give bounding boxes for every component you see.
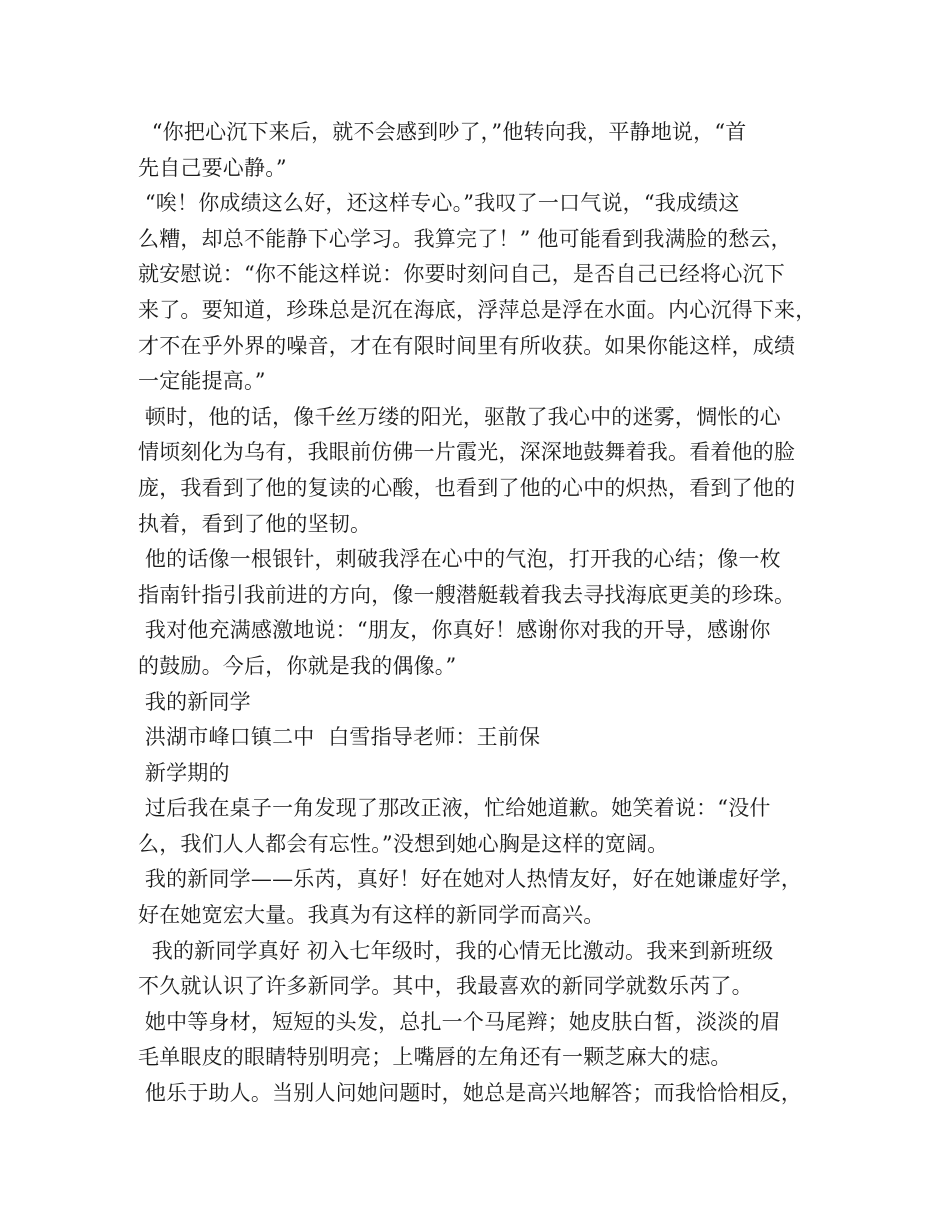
text-line: 我的新同学——乐芮，真好！好在她对人热情友好，好在她谦虚好学， (138, 867, 803, 892)
text-line: 指南针指引我前进的方向，像一艘潜艇载着我去寻找海底更美的珍珠。 (138, 582, 796, 607)
text-line: 才不在乎外界的噪音，才在有限时间里有所收获。如果你能这样，成绩 (138, 333, 796, 358)
text-line: 么糟，却总不能静下心学习。我算完了！” 他可能看到我满脸的愁云， (138, 226, 792, 251)
text-line: 她中等身材，短短的头发，总扎一个马尾辫；她皮肤白皙，淡淡的眉 (138, 1009, 781, 1034)
section-title: 我的新同学 (138, 689, 251, 714)
text-line: 他乐于助人。当别人问她问题时，她总是高兴地解答；而我恰恰相反， (138, 1081, 803, 1106)
document-page (138, 115, 828, 1112)
text-line: 么，我们人人都会有忘性。”没想到她心胸是这样的宽阔。 (138, 831, 669, 856)
text-line: “唉！你成绩这么好，还这样专心。”我叹了一口气说，“我成绩这 (138, 191, 740, 216)
text-line: 的鼓励。今后，你就是我的偶像。” (138, 653, 457, 678)
text-line: 不久就认识了许多新同学。其中，我最喜欢的新同学就数乐芮了。 (138, 974, 753, 999)
text-line: 执着，看到了他的坚韧。 (138, 511, 372, 536)
text-line: “你把心沉下来后，就不会感到吵了，”他转向我，平静地说，“首 (138, 120, 747, 144)
text-line: 顿时，他的话，像千丝万缕的阳光，驱散了我心中的迷雾，惆怅的心 (138, 404, 781, 429)
text-line: 好在她宽宏大量。我真为有这样的新同学而高兴。 (138, 903, 605, 928)
text-line: 他的话像一根银针，刺破我浮在心中的气泡，打开我的心结；像一枚 (138, 547, 781, 572)
text-line: 一定能提高。” (138, 369, 266, 394)
text-line: 庞，我看到了他的复读的心酸，也看到了他的心中的炽热，看到了他的 (138, 475, 796, 500)
text-line: 来了。要知道，珍珠总是沉在海底，浮萍总是浮在水面。内心沉得下来， (138, 297, 817, 322)
author-line: 洪湖市峰口镇二中 白雪指导老师：王前保 (138, 725, 541, 750)
text-line: 先自己要心静。” (138, 155, 287, 180)
text-line: 新学期的 (138, 760, 230, 785)
text-line: 就安慰说：“你不能这样说：你要时刻问自己，是否自己已经将心沉下 (138, 262, 785, 287)
text-line: 我对他充满感激地说：“朋友，你真好！感谢你对我的开导，感谢你 (138, 618, 771, 643)
text-line: 过后我在桌子一角发现了那改正液，忙给她道歉。她笑着说：“没什 (138, 796, 771, 821)
text-line: 毛单眼皮的眼睛特别明亮；上嘴唇的左角还有一颗芝麻大的痣。 (138, 1045, 732, 1070)
text-line: 我的新同学真好 初入七年级时，我的心情无比激动。我来到新班级 (138, 938, 774, 963)
text-line: 情顷刻化为乌有，我眼前仿佛一片霞光，深深地鼓舞着我。看着他的脸 (138, 440, 796, 465)
